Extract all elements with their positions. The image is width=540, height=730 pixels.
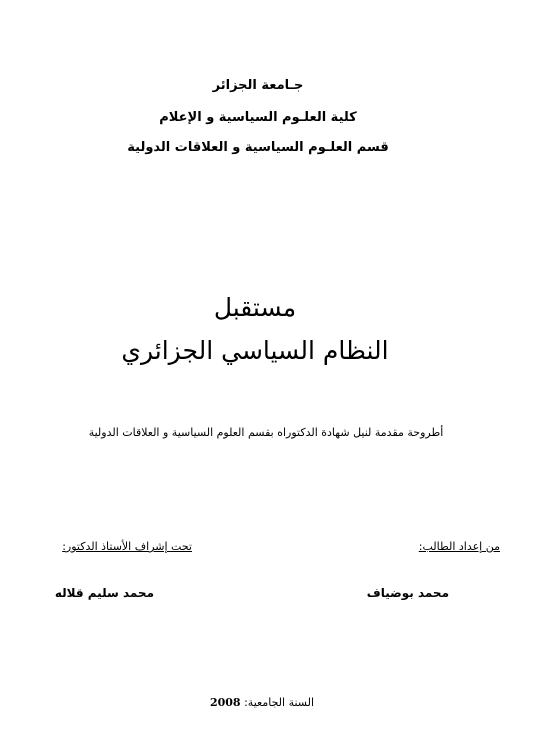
student-name: محمد بوضياف [366, 586, 449, 600]
academic-year-label: السنة الجامعية: [244, 696, 315, 709]
supervisor-name: محمد سليم قلاله [54, 586, 154, 600]
thesis-title-line-1: مستقبل [213, 293, 297, 322]
thesis-subtitle: أطروحة مقدمة لنيل شهادة الدكتوراه بقسم العلوم السياسية و العلاقات الدولية [88, 426, 444, 439]
student-label: من إعداد الطالب: [418, 540, 500, 553]
supervisor-label: تحت إشراف الأستاذ الدكتور: [62, 540, 192, 553]
academic-year-value: 2008 [209, 696, 241, 709]
department-name: قسم العلـوم السياسية و العلاقات الدولية [127, 140, 389, 155]
faculty-name: كلية العلـوم السياسية و الإعلام [159, 110, 357, 125]
university-name: جـامعة الجزائر [212, 78, 304, 93]
thesis-title-line-2: النظام السياسي الجزائري [121, 336, 389, 365]
academic-year [0, 696, 532, 709]
